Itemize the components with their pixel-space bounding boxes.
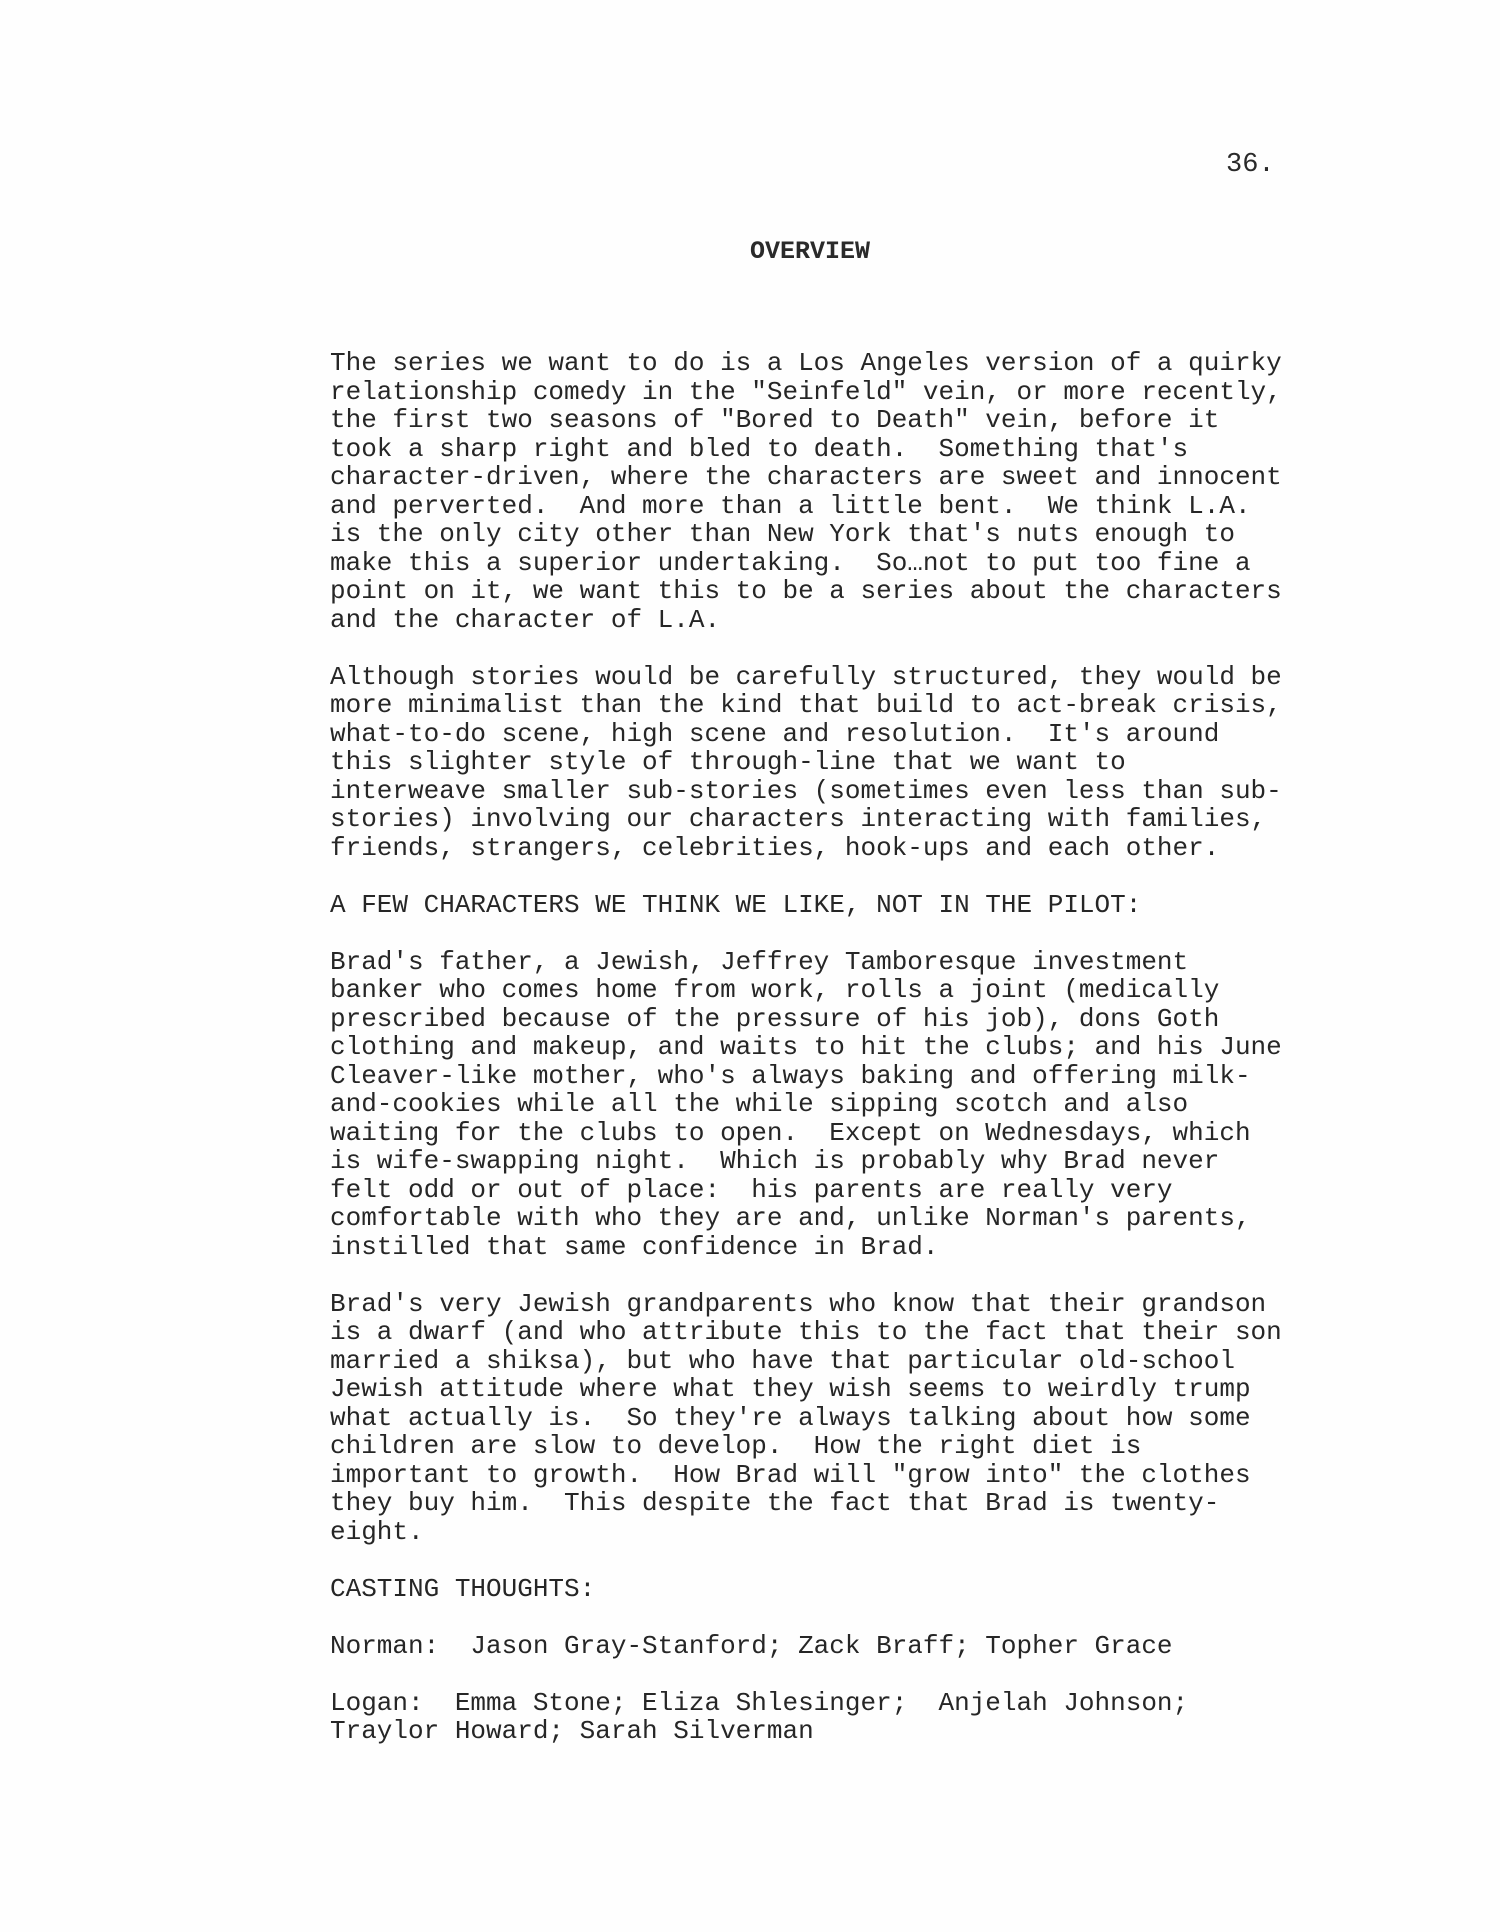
paragraph — [330, 948, 1380, 1262]
text-line: prescribed because of the pressure of his job), dons Goth — [330, 1003, 1220, 1034]
text-line: this slighter style of through-line that we want to — [330, 747, 1126, 777]
text-line: interweave smaller sub-stories (sometimes even less than sub- — [330, 775, 1282, 806]
text-line: eight. — [330, 1516, 424, 1547]
text-line: and the character of L.A. — [330, 604, 721, 635]
text-line: A FEW CHARACTERS WE THINK WE LIKE, NOT IN THE PILOT: — [330, 889, 1142, 920]
text-line: what-to-do scene, high scene and resolution. It's around — [330, 718, 1220, 749]
text-line: what actually is. So they're always talking about how some — [330, 1402, 1251, 1433]
paragraph — [330, 663, 1380, 863]
text-line: waiting for the clubs to open. Except on Wednesdays, which — [330, 1117, 1251, 1148]
text-line: is the only city other than New York that's nuts enough to — [330, 519, 1235, 549]
text-line: more minimalist than the kind that build to act-break crisis, — [330, 690, 1282, 720]
text-line: Brad's very Jewish grandparents who know that their grandson — [330, 1288, 1267, 1319]
paragraph — [330, 1689, 1380, 1746]
text-line: character-driven, where the characters are sweet and innocent — [330, 462, 1282, 492]
page-title: OVERVIEW — [749, 237, 871, 266]
text-line: Norman: Jason Gray-Stanford; Zack Braff; Topher Grace — [330, 1630, 1173, 1661]
text-line: they buy him. This despite the fact that Brad is twenty- — [330, 1488, 1220, 1518]
text-line: relationship comedy in the "Seinfeld" vein, or more recently, — [330, 376, 1282, 407]
text-line: is wife-swapping night. Which is probably why Brad never — [330, 1146, 1220, 1176]
text-line: The series we want to do is a Los Angeles version of a quirky — [330, 348, 1282, 378]
text-line: and perverted. And more than a little bent. We think L.A. — [330, 490, 1251, 521]
text-line: Jewish attitude where what they wish seems to weirdly trump — [330, 1374, 1251, 1404]
text-line: make this a superior undertaking. So…not to put too fine a — [330, 547, 1251, 578]
text-line: friends, strangers, celebrities, hook-ups and each other. — [330, 832, 1220, 863]
text-line: Brad's father, a Jewish, Jeffrey Tamboresque investment — [330, 946, 1189, 977]
text-line: banker who comes home from work, rolls a joint (medically — [330, 975, 1220, 1005]
paragraph — [330, 1632, 1380, 1661]
text-line: Cleaver-like mother, who's always baking and offering milk- — [330, 1060, 1251, 1091]
text-line: important to growth. How Brad will "grow into" the clothes — [330, 1459, 1251, 1490]
paragraph — [330, 1575, 1380, 1604]
text-line: and-cookies while all the while sipping scotch and also — [330, 1089, 1189, 1119]
text-line: instilled that same confidence in Brad. — [330, 1231, 939, 1262]
text-line: clothing and makeup, and waits to hit the clubs; and his June — [330, 1032, 1282, 1062]
page-number: 36. — [1226, 150, 1275, 180]
text-line: took a sharp right and bled to death. Something that's — [330, 433, 1189, 464]
text-line: CASTING THOUGHTS: — [330, 1573, 596, 1604]
text-line: Logan: Emma Stone; Eliza Shlesinger; Anjelah Johnson; — [330, 1687, 1189, 1718]
document-body — [330, 349, 1380, 1774]
text-line: point on it, we want this to be a series about the characters — [330, 576, 1282, 606]
text-line: felt odd or out of place: his parents are really very — [330, 1174, 1173, 1205]
text-line: stories) involving our characters interacting with families, — [330, 804, 1267, 834]
text-line: comfortable with who they are and, unlike Norman's parents, — [330, 1203, 1251, 1233]
text-line: Traylor Howard; Sarah Silverman — [330, 1716, 814, 1746]
text-line: married a shiksa), but who have that particular old-school — [330, 1345, 1235, 1376]
paragraph — [330, 1290, 1380, 1547]
text-line: the first two seasons of "Bored to Death" vein, before it — [330, 405, 1220, 435]
paragraph — [330, 891, 1380, 920]
text-line: children are slow to develop. How the right diet is — [330, 1431, 1142, 1461]
paragraph — [330, 349, 1380, 634]
text-line: is a dwarf (and who attribute this to the fact that their son — [330, 1317, 1282, 1347]
text-line: Although stories would be carefully structured, they would be — [330, 661, 1282, 692]
